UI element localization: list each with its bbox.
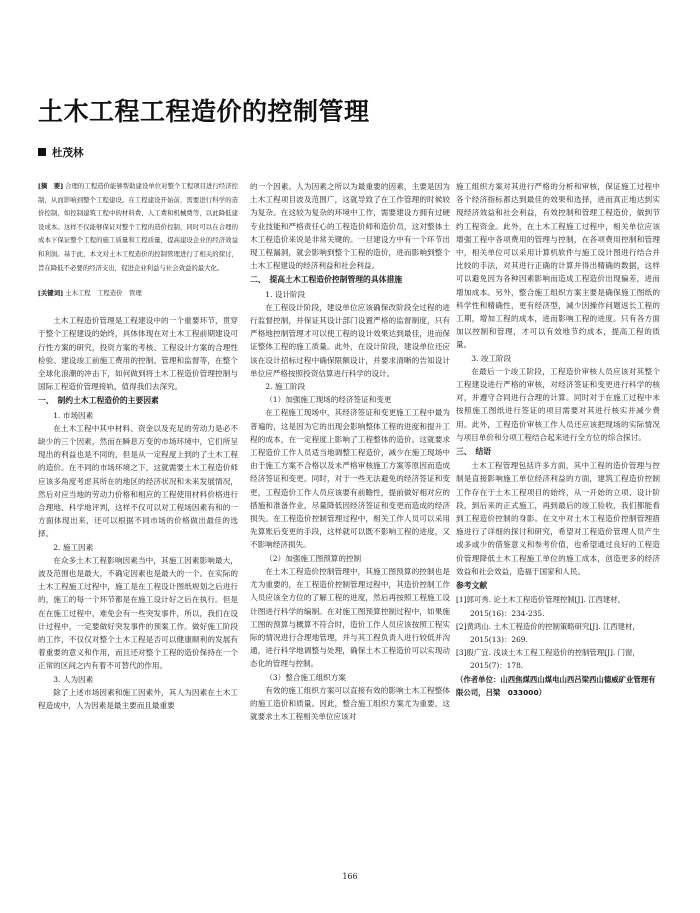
paragraph-design: 在工程设计阶段，建设单位应该确保改阶段全过程的进行监督控制，并保证其设计部门设置严格的监督制度，只有严格地控制管理才可以使工程的设计效果达到最佳，进而保证整体工程的施工质量。此外，在设计阶段，建设单位还应该在设计招标过程中确保限额设计，并要求清晰的告知设计单位应严格按照投资估算进行科学的设计。 bbox=[250, 302, 450, 378]
paragraph-budget: 在土木工程造价控制管理中，其施工图预算的控制也是尤为重要的，在工程造价控制管理过程中，其造价控制工作人员应该全方位的了解工程的进度，然后再按照工程施工设计图进行科学的编制。在对施工图预算控制过程中，如果施工图的预算与概算不符合时，造价工作人员应该按照工程实际的情况进行合理地管理，并与其工程负责人进行较低并沟通，进行科学地调整与处理，确保土木工程造价可以实现动态化的管理与控制。 bbox=[250, 566, 450, 669]
keywords bbox=[38, 287, 238, 300]
subheading-market: 1. 市场因素 bbox=[53, 410, 94, 420]
abstract-label: [摘 要] bbox=[38, 182, 64, 190]
column-2 bbox=[250, 180, 450, 723]
subheading-human: 3. 人为因素 bbox=[53, 674, 94, 684]
paragraph-conclusion: 土木工程管理包括许多方面，其中工程的造价管理与控制是直接影响施工单位经济利益的方面，建筑工程造价控制工作存在于土木工程项目的始终，从一开始的立项、设计阶段，到后来的正式施工，再到最后的竣工验收，我们都能看到工程造价控制的身影。在文中对土木工程造价控制管理措施进行了详细的探讨和研究，希望对工程造价管理人员产生或多或少的借鉴意义和参考价值，也希望通过良好的工程造价管理降低土木工程施工单位的施工成本，创造更多的经济效益和社会效益，造福于国家和人民。 bbox=[456, 461, 660, 576]
paragraph-scheme: 有效的施工组织方案可以直接有效的影响土木工程整体的施工造价和质量。因此，整合施工组织方案尤为重要，这就要求土木工程相关单位应该对 bbox=[250, 685, 450, 722]
section-heading-1: 一、 制约土木工程造价的主要因素 bbox=[38, 396, 159, 406]
column-3 bbox=[456, 180, 660, 699]
subheading-design: 1. 设计阶段 bbox=[265, 289, 306, 299]
paragraph-final: 在最后一个竣工阶段，工程造价审核人员应该对其整个工程建设进行严格的审核，对经济签证和变更进行科学的核对，并遵守合同进行合理的计算。同时对于在施工过程中未按照施工图纸进行签证的项目需要对其进行核实并减少费用。此外，工程造价审核工作人员还应该把现场的实际情况与项目单价和分项工程结合起来进行全方位的综合探讨。 bbox=[456, 366, 660, 442]
paragraph-visa: 在工程施工现场中，其经济签证和变更施工工程中最为普遍的，这是因为它的出现会影响整体工程的进度和提升工程的成本，在一定程度上影响了工程整体的造价。这就要求工程造价工作人员适当地调整工程造价，减少在施工现场中由于施工方案不合格以及未严格审核施工方案等原因而造成经济签证和变更。同时，对于一些无法避免的经济签证和变更，工程造价工作人员应该要有前瞻性，提前做好相对应的措施和准备作业，尽量降低因经济签证和变更而造成的经济损失。在工程造价控制管理过程中，相关工作人员可以采用先算账后变更的手段，这样就可以既不影响工程的进度，又不影响经济损失。 bbox=[250, 408, 450, 550]
paragraph-human: 除了上述市场因素和施工因素外，其人为因素在土木工程造成中，人为因素是最主要而且最重要 bbox=[38, 687, 238, 711]
author-line bbox=[38, 145, 84, 160]
author-name: 杜茂林 bbox=[52, 147, 84, 159]
paragraph-construction: 在众多土木工程影响因素当中，其施工因素影响最大，波及范围也是最大，不确定因素也是最大的一个。在实际的土木工程施工过程中，施工是在工程设计图纸规划之后进行的，施工的每一个环节都是在施工设计好之后在执行。但是在在施工过程中，难免会有一些突发事件，所以，我们在设计过程中，一定要做好突发事件的预案工作。做好施工阶段的工作，不仅仅对整个土木工程是否可以健康顺利的发展有着重要的意义和作用，而且还对整个工程的造价保持在一个正常的区间之内有着不可替代的作用。 bbox=[38, 555, 238, 671]
reference-item: [1]郭可秀. 论土木工程造价管理控制[J]. 江西建材，2015(16)：234-235. bbox=[456, 595, 626, 618]
author-affiliation: （作者单位：山西焦煤西山煤电山西吕梁西山德威矿业管理有限公司，吕梁 033000） bbox=[456, 674, 656, 697]
subheading-construction: 2. 施工因素 bbox=[53, 542, 94, 552]
paragraph-scheme-cont: 施工组织方案对其进行严格的分析和审核，保证施工过程中各个经济指标都达到最佳的效果和选择，进而真正地达到实现经济效益和社会利益，有效控制和管理工程造价，做到节约工程资金。此外，在土木工程施工过程中，相关单位应该增强工程中各项费用的管理与控制，在各项费用控制和管理中，相关单位可以采用计算机软件与施工设计图进行结合并比较的手法，对其进行正确的计算并得出精确的数据，这样可以避免因为各种因素影响而造成工程造价出现偏差，进而增加成本。另外，整合施工组织方案主要是确保施工图纸的科学性和精确性，更有经济型，减少因操作问题返长工程的工期，增加工程的成本，进而影响工程的进度。只有各方面加以控制和管理，才可以有效地节约成本，提高工程的质量。 bbox=[456, 182, 660, 350]
section-heading-3: 三、 结语 bbox=[456, 447, 492, 457]
intro-paragraph: 土木工程造价管理是工程建设中的一个重要环节，贯穿于整个工程建设的始终，具体体现在对土木工程前期建设可行性方案的研究，投资方案的考核、工程设计方案的合理性检验、建设竣工前施工费用的控制、管理和监督等，在整个全球化浪潮的冲击下，如何做到将土木工程造价管理控制与国际工程造价管理接轨，值得我们去深究。 bbox=[38, 316, 238, 392]
abstract bbox=[38, 180, 238, 275]
column-1 bbox=[38, 180, 238, 712]
keywords-label: [关键词] bbox=[38, 289, 64, 298]
section-heading-2: 二、 提高土木工程造价控制管理的具体措施 bbox=[250, 275, 403, 285]
reference-item: [2]黄鸿山. 土木工程造价的控制策略研究[J]. 江西建材，2015(13)：269. bbox=[456, 621, 640, 644]
references-title: 参考文献 bbox=[456, 581, 488, 591]
square-bullet-icon bbox=[38, 148, 46, 156]
article-title: 土木工程工程造价的控制管理 bbox=[38, 97, 370, 126]
subheading-scheme: （3）整合施工组织方案 bbox=[265, 672, 346, 682]
paragraph-market: 在土木工程中其中材料、资金以及充足的劳动力是必不缺少的三个因素，然而在瞬息万变的市场环境中，它们所呈现出的利益也是不同的，但是从一定程度上到的了土木工程的造价。在不同的市场环境之下，这就需要土木工程造价师应该多角度考虑其所在的地区的经济状况和未来发展情况，然后对应当地的劳动力价格和相应的工程使用材料价格进行合理地、科学地评判，这样不仅可以对工程场因素有和的一方面体现出来，还可以根据不同市场的价格做出最佳的选择。 bbox=[38, 423, 238, 539]
subheading-budget: （2）加强施工图预算的控制 bbox=[265, 553, 362, 563]
keywords-text: 土木工程 工程造价 管理 bbox=[65, 289, 142, 298]
page-number: 166 bbox=[342, 872, 358, 881]
paragraph-human-cont: 的一个因素。人为因素之所以为最重要的因素，主要是因为土木工程项目波及范围广，这就导致了在工作管理的时候较为复杂。在这较为复杂的环境中工作，需要建设方拥有过硬专业技能和严格责任心的工程造价师和造价员，这对整体土木工程造价来说是非常关键的。一旦建设方中有一个环节出现工程漏洞，就会影响到整个工程的造价，进而影响到整个土木工程建设的经济利益和社会利益。 bbox=[250, 182, 450, 271]
abstract-text: 合理的工程造价能够帮助建设单位对整个工程项目进行经济控制，从而影响到整个工程建设。在工程建设开始前，需要进行科学的造价控制，如控制建筑工程中的材料费、人工费和机械费等，以此降低建设成本。这样不仅能够保证对整个工程的造价控制，同时可以在合理的成本下保证整个工程的施工质量和工程质量，提高建设企业的经济效益和利润。基于此，本文对土木工程造价的控制管理进行了相关的探讨，旨在降低不必要的经济支出，促进企业利益与社会效益的最大化。 bbox=[38, 182, 238, 272]
subheading-visa: （1）加强施工现场的经济签证和变更 bbox=[265, 395, 392, 405]
subheading-build: 2. 施工阶段 bbox=[265, 382, 306, 392]
reference-item: [3]殷广宜. 浅谈土木工程工程造价的控制管理[J]. 门窗，2015(7)：178. bbox=[456, 648, 640, 671]
subheading-final: 3. 竣工阶段 bbox=[471, 353, 512, 363]
